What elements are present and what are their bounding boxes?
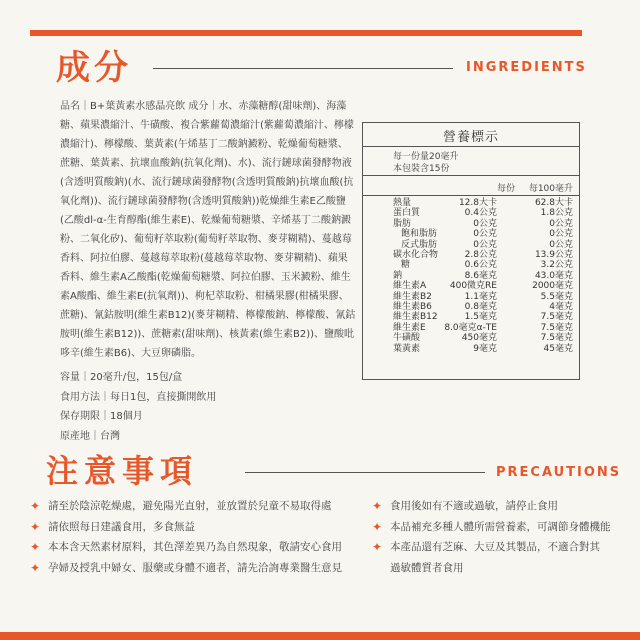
nutrition-divider [363, 175, 579, 176]
nutrition-row [363, 198, 579, 208]
star-bullet-icon: ✦ [30, 560, 41, 575]
list-item: ✦ 食用後如有不適或過敏，請停止食用 [372, 496, 611, 517]
info-usage: 食用方法｜每日1包，直接撕開飲用 [60, 391, 217, 403]
nutrition-divider [363, 146, 579, 147]
nutrient-name: 維生素B2 [393, 291, 432, 302]
nutrient-per-100ml: 62.8大卡 [534, 198, 573, 208]
nutrition-row [363, 302, 579, 312]
nutrient-per-serving: 1.1毫克 [464, 291, 497, 302]
nutrition-row [363, 312, 579, 322]
ingredients-paragraph: 品名｜B+葉黃素水感晶亮飲 成分｜水、赤藻糖醇(甜味劑)、海藻糖、蘋果濃縮汁、牛磺酸、複合紫蘿蔔濃縮汁(紫蘿蔔濃縮汁、檸檬濃縮汁)、檸檬酸、葉黃素(午烯基丁二酸鈉澱粉、乾燥葡萄糖漿、蔗糖、葉黃素、抗壞血酸鈉(抗氧化劑)、水)、流行鏈球菌發酵物液(含透明質酸鈉)(水、流行鏈球菌發酵物(含透明質酸鈉)抗壞血酸(抗氧化劑))、流行鏈球菌發酵物(含透明質酸鈉))乾燥維生素E乙酸鹽(乙酸dl-α-生育醇酯(維生素E)、乾燥葡萄糖漿、辛烯基丁二酸鈉澱粉、二氧化矽)、葡萄籽萃取粉(葡萄籽萃取物、麥芽糊精)、蔓越莓香料、阿拉伯膠、蔓越莓萃取粉(蔓越莓萃取物、麥芽糊精)、蘋果香料、維生素A乙酸酯(乾燥葡萄糖漿、阿拉伯膠、玉米澱粉、維生素A酸酯、維生素E(抗氧劑))、枸杞萃取粉、柑橘果膠(柑橘果膠、蔗糖)、氰鈷胺明(維生素B12)(麥芽糊精、檸檬酸鈉、檸檬酸、氰鈷胺明(維生素B12))、蔗糖素(甜味劑)、核黃素(維生素B2))、鹽酸吡哆辛(維生素B6)、大豆卵磷脂。 [60, 101, 356, 359]
list-item-continuation: 過敏體質者食用 [390, 561, 464, 574]
nutrient-per-100ml: 2000毫克 [532, 281, 573, 292]
nutrient-per-100ml: 7.5毫克 [540, 333, 573, 344]
nutrient-per-serving: 0.8毫克 [464, 302, 497, 312]
nutrient-name: 葉黃素 [393, 343, 421, 354]
top-accent-bar [30, 30, 582, 36]
nutrient-per-100ml: 7.5毫克 [540, 322, 573, 333]
nutrient-name: 維生素E [393, 322, 426, 333]
nutrition-row [363, 240, 579, 250]
precautions-title-en: PRECAUTIONS [496, 465, 622, 480]
list-item: ✦ 本品補充多種人體所需營養素，可調節身體機能 [372, 517, 611, 538]
star-bullet-icon: ✦ [30, 499, 41, 513]
nutrition-row [363, 260, 579, 270]
nutrition-row [363, 292, 579, 302]
nutrition-title: 營養標示 [442, 130, 499, 145]
bottom-accent-bar [0, 632, 640, 640]
nutrient-per-100ml: 1.8公克 [540, 208, 573, 219]
nutrition-row [363, 219, 579, 229]
star-bullet-icon: ✦ [372, 499, 383, 513]
nutrient-per-100ml: 0公克 [549, 239, 573, 250]
ingredients-rule [153, 68, 453, 69]
ingredients-title: 成分 [56, 48, 132, 88]
nutrient-per-100ml: 4毫克 [549, 302, 573, 312]
nutrient-name: 維生素B12 [393, 312, 438, 323]
nutrient-per-100ml: 7.5毫克 [540, 312, 573, 323]
nutrient-name: 脂肪 [393, 218, 412, 229]
nutrition-row [363, 208, 579, 218]
precautions-title: 注意事項 [46, 452, 199, 490]
info-origin: 原產地｜台灣 [60, 430, 120, 442]
nutrient-per-100ml: 43.0毫克 [534, 270, 573, 281]
ingredients-title-en: INGREDIENTS [466, 60, 587, 75]
list-item: ✦ 本產品還有芝麻、大豆及其製品，不適合對其 [372, 537, 611, 558]
nutrient-name: 熱量 [393, 198, 412, 208]
nutrition-divider [363, 195, 579, 196]
nutrient-name: 鈉 [393, 270, 403, 281]
product-info [60, 368, 350, 446]
nutrient-per-serving: 12.8大卡 [458, 198, 497, 208]
nutrient-name: 反式脂肪 [401, 239, 438, 250]
nutrient-name: 維生素B6 [393, 302, 432, 312]
nutrition-row [363, 271, 579, 281]
list-item: ✦ 請依照每日建議食用，多食無益 [30, 517, 342, 538]
serving-size: 每一份量20毫升 [393, 152, 459, 162]
nutrient-name: 飽和脂肪 [401, 229, 438, 240]
nutrient-per-100ml: 0公克 [549, 218, 573, 229]
star-bullet-icon: ✦ [372, 540, 383, 554]
star-bullet-icon: ✦ [30, 540, 41, 554]
nutrient-per-100ml: 0公克 [549, 229, 573, 240]
nutrition-row [363, 323, 579, 333]
precautions-left-list [30, 496, 342, 578]
nutrient-name: 牛磺酸 [393, 333, 421, 344]
nutrient-per-serving: 450毫克 [461, 333, 497, 344]
nutrition-row [363, 229, 579, 239]
nutrient-per-serving: 9毫克 [473, 343, 497, 354]
star-bullet-icon: ✦ [372, 519, 383, 534]
list-item: ✦ 孕婦及授乳中婦女、服藥或身體不適者，請先洽詢專業醫生意見 [30, 558, 342, 579]
nutrition-row [363, 250, 579, 260]
nutrient-per-serving: 0公克 [473, 229, 497, 240]
nutrient-per-serving: 0公克 [473, 239, 497, 250]
nutrient-per-serving: 2.8公克 [464, 250, 497, 260]
nutrient-per-serving: 8.6毫克 [464, 270, 497, 281]
nutrient-name: 維生素A [393, 281, 427, 292]
nutrient-per-serving: 1.5毫克 [464, 312, 497, 323]
nutrient-per-serving: 0公克 [473, 218, 497, 229]
nutrient-name: 蛋白質 [393, 208, 421, 219]
precautions-rule [245, 472, 485, 473]
nutrient-per-100ml: 45毫克 [543, 343, 573, 354]
column-header-per-serving: 每份 [496, 184, 515, 194]
star-bullet-icon: ✦ [30, 519, 41, 534]
precautions-right-list [372, 496, 611, 578]
info-shelf-life: 保存期限｜18個月 [60, 411, 143, 422]
nutrition-row [363, 344, 579, 354]
nutrient-name: 碳水化合物 [393, 250, 439, 260]
nutrition-facts-table [362, 122, 580, 380]
nutrient-per-100ml: 5.5毫克 [540, 291, 573, 302]
nutrient-per-100ml: 13.9公克 [534, 250, 573, 260]
nutrient-per-serving: 400微克RE [449, 281, 497, 292]
nutrient-per-serving: 8.0毫克α-TE [444, 322, 497, 333]
nutrition-row [363, 281, 579, 291]
servings-per-pack: 本包裝含15份 [393, 164, 450, 174]
info-volume: 容量｜20毫升/包，15包/盒 [60, 372, 183, 383]
nutrient-per-serving: 0.4公克 [464, 208, 497, 219]
nutrition-row [363, 333, 579, 343]
list-item: ✦ 請至於陰涼乾燥處，避免陽光直射，並放置於兒童不易取得處 [30, 496, 342, 517]
nutrient-per-100ml: 3.2公克 [540, 260, 573, 271]
list-item: ✦ 本本含天然素材原料，其色澤差異乃為自然現象，敬請安心食用 [30, 537, 342, 558]
nutrient-name: 糖 [401, 260, 411, 271]
column-header-per-100ml: 每100毫升 [528, 184, 573, 194]
nutrient-per-serving: 0.6公克 [464, 260, 497, 271]
